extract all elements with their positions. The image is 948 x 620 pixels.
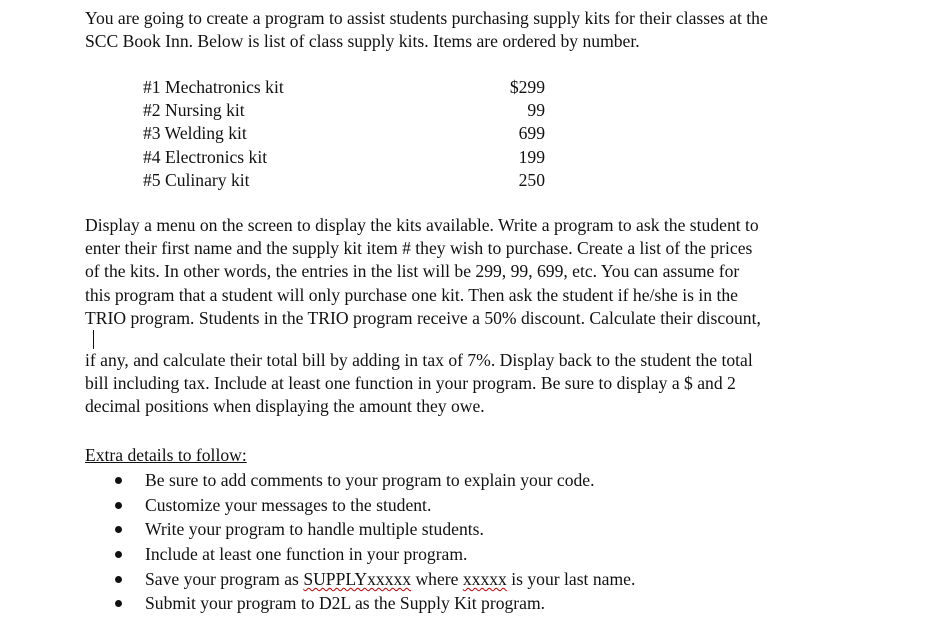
bullet-icon	[115, 477, 122, 484]
bullet-icon	[115, 600, 122, 607]
bullet-icon	[115, 576, 122, 583]
intro-paragraph	[85, 7, 885, 53]
save-middle: where	[411, 568, 463, 589]
list-item-text: Write your program to handle multiple students.	[145, 519, 484, 540]
spellcheck-placeholder[interactable]: xxxxx	[462, 568, 507, 589]
kit-name: #1 Mechatronics kit	[143, 77, 284, 97]
instructions-line: this program that a student will only purchase one kit. Then ask the student if he/she is in the	[85, 284, 738, 305]
kit-row	[143, 99, 563, 122]
bullet-icon	[115, 502, 122, 509]
extras-heading: Extra details to follow:	[85, 445, 247, 465]
instructions-line: of the kits. In other words, the entries in the list will be 299, 99, 699, etc. You can assume for	[85, 261, 740, 282]
instructions-line: if any, and calculate their total bill by adding in tax of 7%. Display back to the student the total	[85, 350, 753, 371]
kit-price: 250	[518, 169, 545, 190]
instructions-line-with-cursor	[85, 307, 885, 349]
list-item	[110, 542, 870, 567]
kit-price: 99	[527, 100, 545, 121]
extras-bullet-list	[110, 468, 870, 616]
save-instruction	[145, 567, 635, 592]
kit-row	[143, 76, 563, 99]
text-cursor	[93, 330, 94, 349]
instructions-line: decimal positions when displaying the amount they owe.	[85, 396, 485, 417]
kit-price: $299	[509, 77, 545, 97]
intro-line-1: You are going to create a program to assist students purchasing supply kits for their classes at the	[85, 8, 768, 28]
kit-row	[143, 169, 563, 192]
instructions-line: TRIO program. Students in the TRIO program receive a 50% discount. Calculate their discount,	[85, 307, 761, 328]
kit-name: #2 Nursing kit	[143, 100, 245, 121]
list-item-text: Include at least one function in your program.	[145, 544, 468, 565]
list-item	[110, 517, 870, 542]
list-item	[110, 591, 870, 616]
kit-name: #5 Culinary kit	[143, 169, 250, 190]
instructions-line: bill including tax. Include at least one function in your program. Be sure to display a $ and 2	[85, 373, 736, 394]
kit-name: #3 Welding kit	[143, 123, 247, 144]
list-item	[110, 468, 870, 493]
bullet-icon	[115, 526, 122, 533]
kit-price: 199	[518, 146, 545, 167]
bullet-icon	[115, 551, 122, 558]
list-item-text: Be sure to add comments to your program to explain your code.	[145, 470, 595, 490]
instructions-line: Display a menu on the screen to display the kits available. Write a program to ask the student to	[85, 215, 759, 235]
list-item-text: Customize your messages to the student.	[145, 494, 432, 515]
intro-line-2: SCC Book Inn. Below is list of class supply kits. Items are ordered by number.	[85, 31, 640, 52]
save-prefix: Save your program as	[145, 568, 304, 589]
list-item	[110, 493, 870, 518]
save-suffix: is your last name.	[506, 568, 636, 589]
kit-row	[143, 122, 563, 145]
kit-row	[143, 146, 563, 169]
kit-price: 699	[518, 123, 545, 144]
list-item-text: Submit your program to D2L as the Supply Kit program.	[145, 593, 546, 614]
instructions-paragraph[interactable]	[85, 214, 885, 419]
kit-price-list	[143, 76, 563, 192]
list-item	[110, 567, 870, 592]
instructions-line: enter their first name and the supply kit item # they wish to purchase. Create a list of the prices	[85, 238, 753, 259]
kit-name: #4 Electronics kit	[143, 146, 268, 167]
spellcheck-filename[interactable]: SUPPLYxxxxx	[303, 568, 412, 589]
